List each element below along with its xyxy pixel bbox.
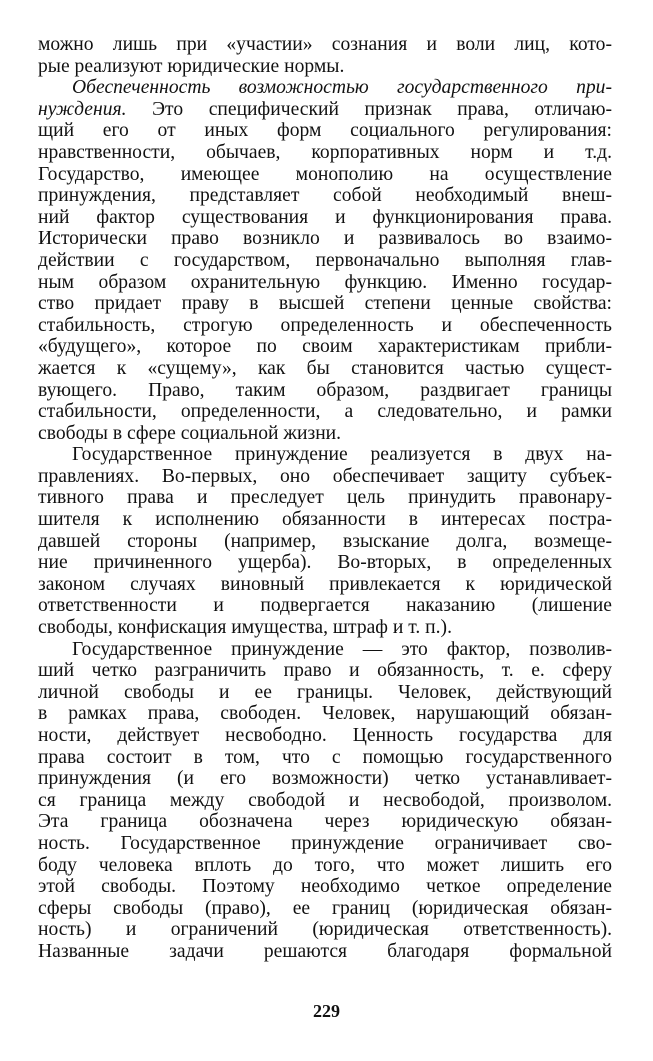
line-text: права состоит в том, что с помощью государственного: [38, 746, 612, 768]
text-line: [38, 99, 612, 121]
line-text: Государство, имеющее монополию на осуществление: [38, 163, 612, 185]
text-line: [38, 293, 612, 315]
line-text: ответственности и подвергается наказанию (лишение: [38, 595, 612, 617]
text-line: [38, 207, 612, 229]
line-text: Исторически право возникло и развивалось во взаимо-: [38, 228, 612, 250]
text-line: [38, 336, 612, 358]
text-line: [38, 552, 612, 574]
line-text: законом случаях виновный привлекается к юридической: [38, 573, 612, 595]
text-line: [38, 444, 612, 466]
text-line: [38, 660, 612, 682]
line-text: Названные задачи решаются благодаря формальной: [38, 940, 612, 962]
line-text: свободы, конфискация имущества, штраф и т. п.).: [38, 617, 452, 639]
italic-term: Обеспеченность возможностью государственного при-: [72, 77, 612, 99]
text-line: [38, 164, 612, 186]
text-line: [38, 401, 612, 423]
line-text: стабильность, строгую определенность и обеспеченность: [38, 314, 612, 336]
line-text: личной свободы и ее границы. Человек, действующий: [38, 681, 612, 703]
text-line: [38, 833, 612, 855]
text-line: [38, 811, 612, 833]
text-line: [38, 703, 612, 725]
line-text: в рамках права, свободен. Человек, нарушающий обязан-: [38, 703, 612, 725]
text-line: [38, 250, 612, 272]
text-line: [38, 682, 612, 704]
text-line: [38, 876, 612, 898]
text-line: [38, 487, 612, 509]
line-text: ство придает праву в высшей степени ценные свойства:: [38, 293, 612, 315]
text-line: [38, 272, 612, 294]
line-text: стабильности, определенности, а следовательно, и рамки: [38, 401, 612, 423]
line-text: ным образом охранительную функцию. Именно государ-: [38, 271, 612, 293]
line-text: Эта граница обозначена через юридическую обязан-: [38, 811, 612, 833]
line-text: ность) и ограничений (юридическая ответственность).: [38, 919, 612, 941]
line-text: принуждения (и его возможности) четко устанавливает-: [38, 768, 612, 790]
text-line: [38, 509, 612, 531]
line-text: нравственности, обычаев, корпоративных норм и т.д.: [38, 141, 612, 163]
line-text: тивного права и преследует цель принудить правонару-: [38, 487, 612, 509]
text-line: [38, 423, 612, 445]
line-text: ший четко разграничить право и обязанность, т. е. сферу: [38, 660, 612, 682]
line-text: свободы в сфере социальной жизни.: [38, 422, 342, 444]
line-text: Государственное принуждение реализуется в двух на-: [72, 444, 612, 466]
line-text: щий его от иных форм социального регулирования:: [38, 120, 612, 142]
line-text: сферы свободы (право), ее границ (юридическая обязан-: [38, 897, 612, 919]
text-line: [38, 768, 612, 790]
line-text: ние причиненного ущерба). Во-вторых, в определенных: [38, 552, 612, 574]
text-line: [38, 898, 612, 920]
text-line: [38, 315, 612, 337]
line-text: рые реализуют юридические нормы.: [38, 55, 345, 77]
text-line: [38, 725, 612, 747]
line-text: принуждения, представляет собой необходимый внеш-: [38, 185, 612, 207]
text-line: [38, 574, 612, 596]
line-text: можно лишь при «участии» сознания и воли лиц, кото-: [38, 34, 612, 55]
text-line: [38, 120, 612, 142]
line-text: ности, действует несвободно. Ценность государства для: [38, 725, 612, 746]
text-line: [38, 142, 612, 164]
page-body: [38, 34, 612, 963]
text-line: [38, 228, 612, 250]
text-line: [38, 790, 612, 812]
text-line: [38, 639, 612, 661]
text-line: [38, 941, 612, 963]
page-number: 229: [313, 1001, 340, 1021]
line-text: Это специфический признак права, отличаю-: [126, 98, 612, 120]
text-line: [38, 466, 612, 488]
text-line: [38, 56, 612, 78]
text-line: [38, 531, 612, 553]
text-line: [38, 855, 612, 877]
line-text: шителя к исполнению обязанности в интересах постра-: [38, 509, 612, 531]
line-text: «будущего», которое по своим характеристикам прибли-: [38, 336, 612, 358]
text-line: [38, 617, 612, 639]
text-line: [38, 358, 612, 380]
text-line: [38, 747, 612, 769]
line-text: правлениях. Во-первых, оно обеспечивает защиту субъек-: [38, 465, 612, 487]
text-line: [38, 919, 612, 941]
line-text: ний фактор существования и функционирования права.: [38, 206, 612, 228]
line-text: ся граница между свободой и несвободой, произволом.: [38, 789, 612, 811]
text-line: [38, 595, 612, 617]
line-text: давшей стороны (например, взыскание долга, возмеще-: [38, 530, 612, 552]
line-text: этой свободы. Поэтому необходимо четкое определение: [38, 876, 612, 898]
line-text: жается к «сущему», как бы становится частью сущест-: [38, 357, 612, 379]
text-line: [38, 185, 612, 207]
italic-term: нуждения.: [38, 98, 127, 120]
line-text: действии с государством, первоначально выполняя глав-: [38, 249, 612, 271]
text-line: [38, 380, 612, 402]
line-text: Государственное принуждение — это фактор, позволив-: [72, 638, 612, 660]
line-text: боду человека вплоть до того, что может лишить его: [38, 854, 612, 876]
line-text: ность. Государственное принуждение ограничивает сво-: [38, 832, 612, 854]
text-line: [38, 77, 612, 99]
line-text: вующего. Право, таким образом, раздвигает границы: [38, 379, 612, 401]
text-line: [38, 34, 612, 56]
